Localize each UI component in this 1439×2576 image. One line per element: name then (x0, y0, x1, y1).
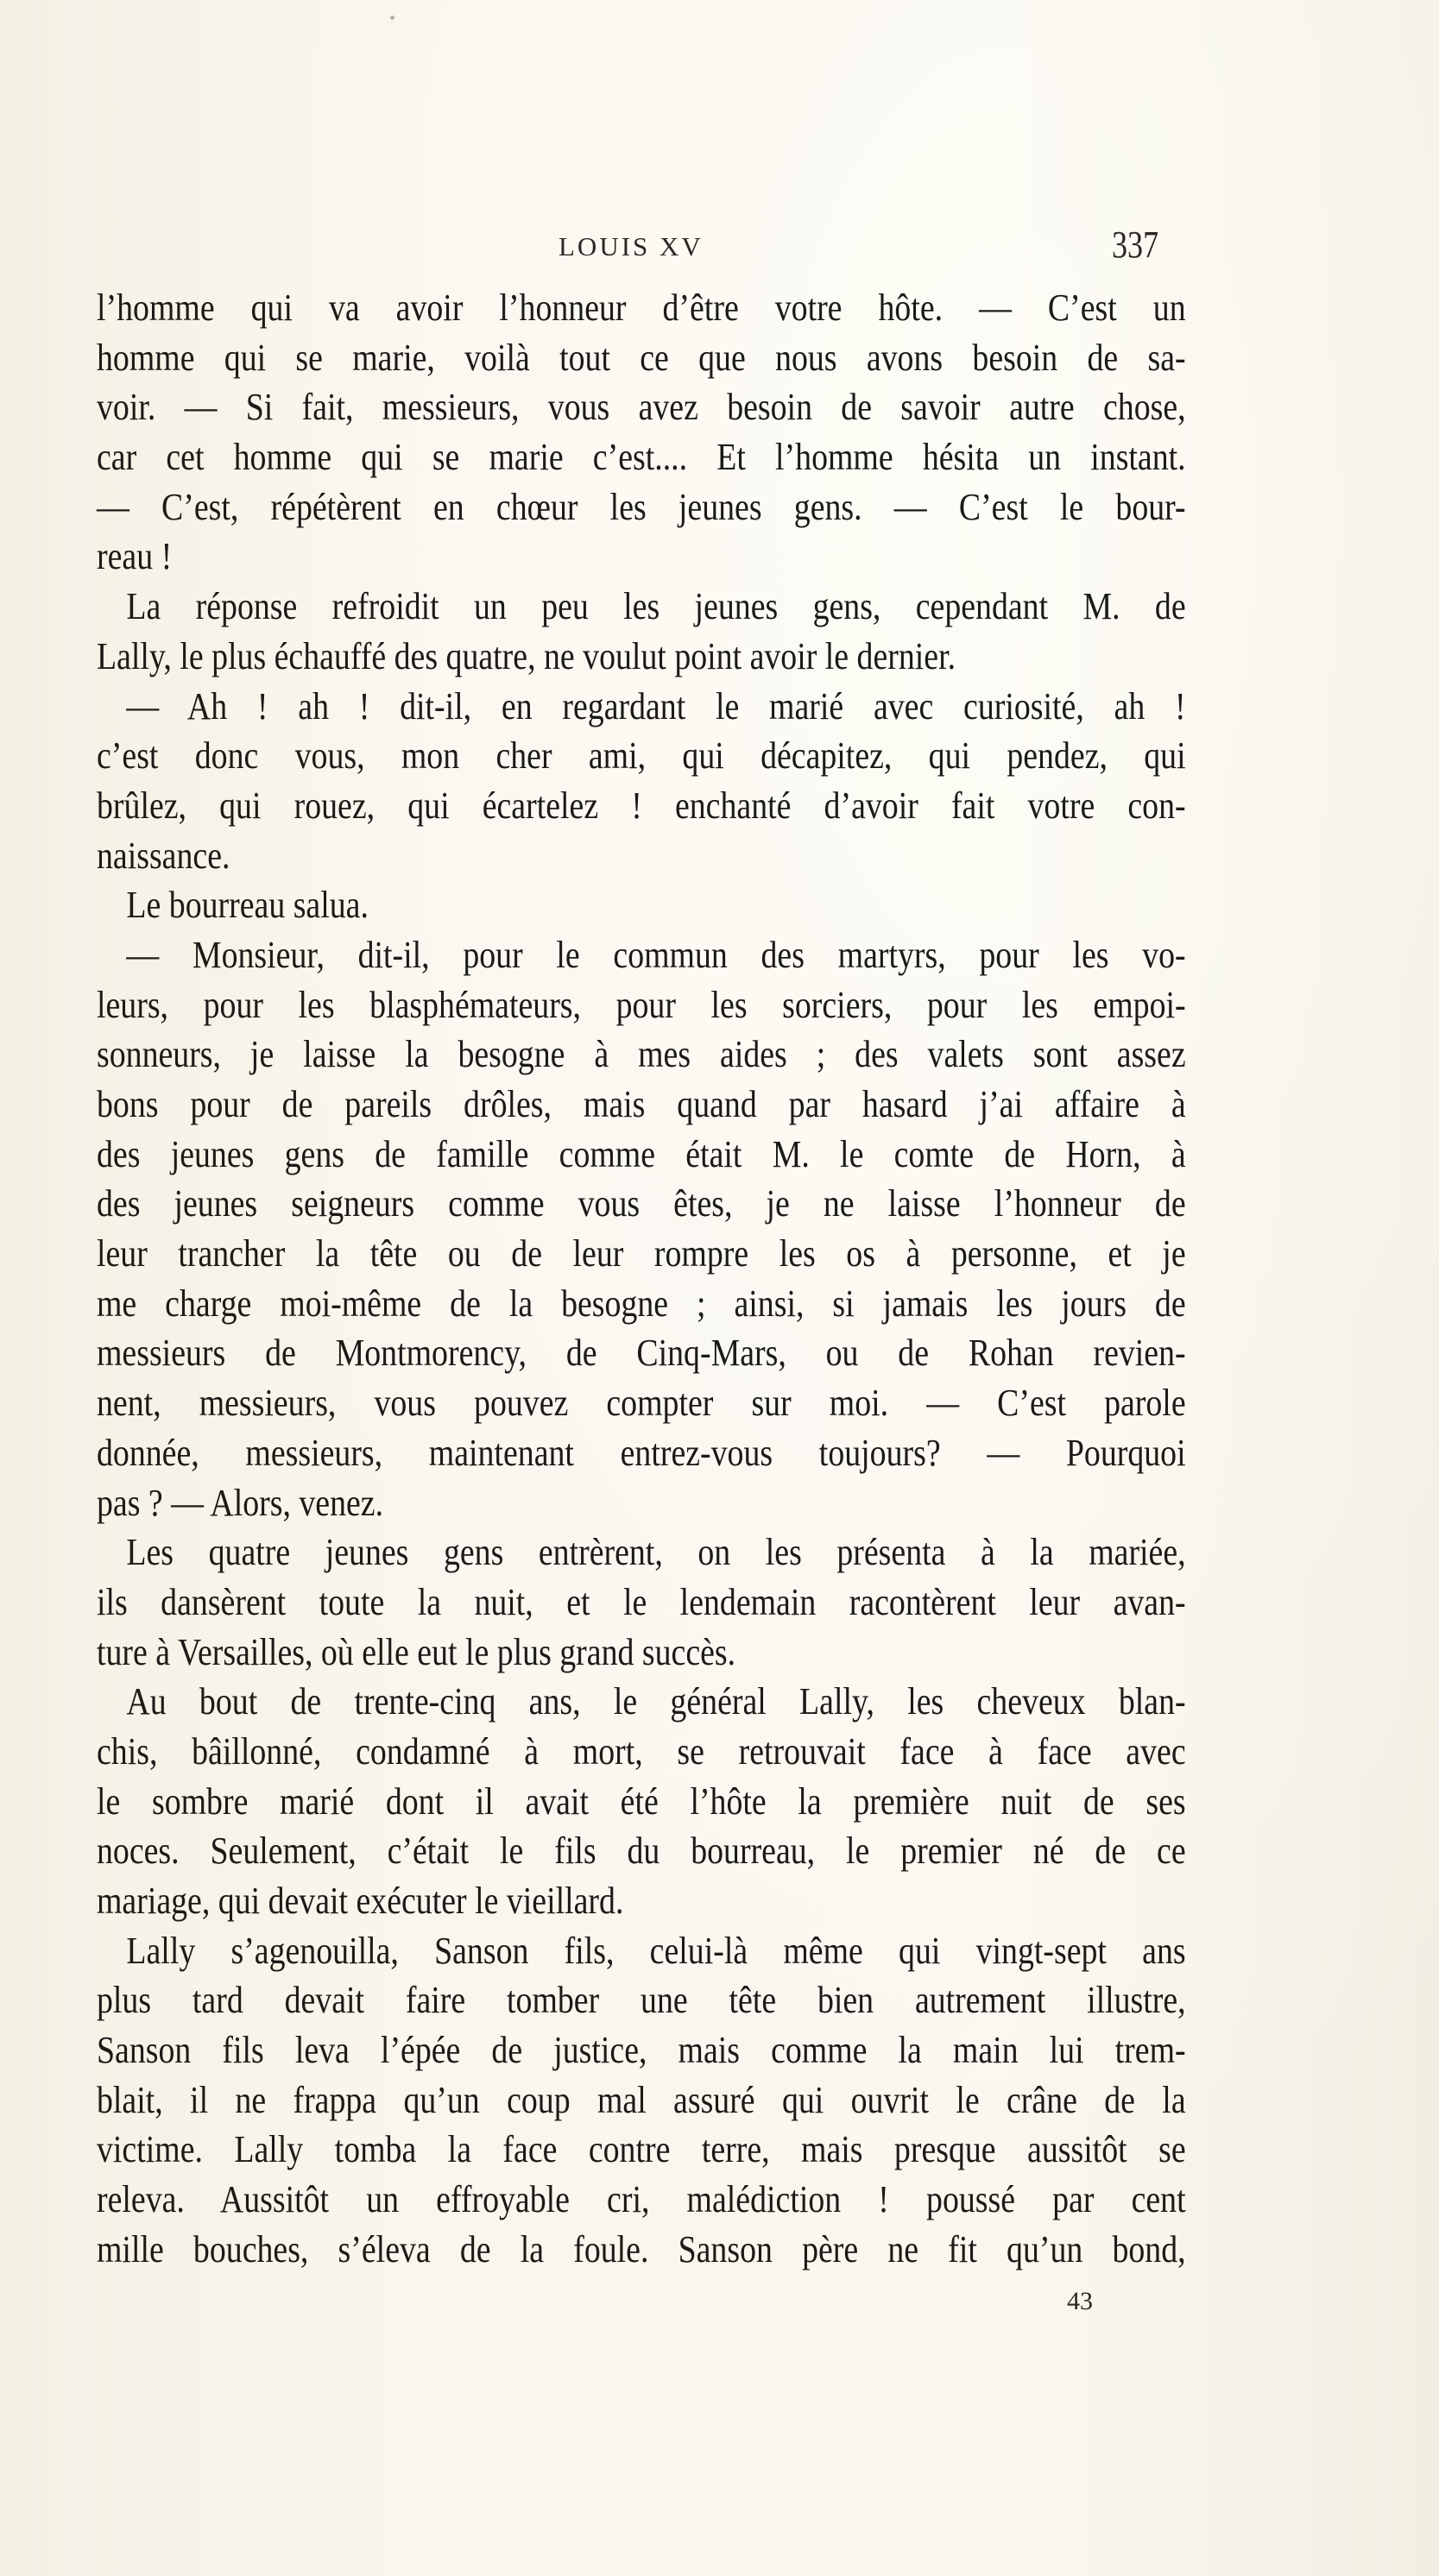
text-line: voir. — Si fait, messieurs, vous avez besoin de savoir autre chose, (97, 386, 1186, 429)
text-line: — Monsieur, dit-il, pour le commun des martyrs, pour les vo- (126, 933, 1186, 976)
text-line: mille bouches, s’éleva de la foule. Sanson père ne fit qu’un bond, (97, 2227, 1186, 2271)
text-line: pas ? — Alors, venez. (97, 1481, 384, 1524)
text-line: bons pour de pareils drôles, mais quand par hasard j’ai affaire à (97, 1083, 1186, 1125)
text-line: nent, messieurs, vous pouvez compter sur moi. — C’est parole (97, 1382, 1186, 1425)
text-line: c’est donc vous, mon cher ami, qui décapitez, qui pendez, qui (97, 734, 1186, 778)
text-line: ils dansèrent toute la nuit, et le lendemain racontèrent leur avan- (97, 1580, 1186, 1623)
text-line: Sanson fils leva l’épée de justice, mais comme la main lui trem- (97, 2029, 1186, 2072)
text-line: me charge moi-même de la besogne ; ainsi, si jamais les jours de (97, 1282, 1186, 1325)
text-line: ture à Versailles, où elle eut le plus grand succès. (97, 1630, 736, 1673)
text-line: Lally s’agenouilla, Sanson fils, celui-là même qui vingt-sept ans (126, 1929, 1186, 1972)
page-number: 337 (1112, 224, 1159, 266)
text-line: car cet homme qui se marie c’est.... Et l’homme hésita un instant. (97, 436, 1186, 479)
text-line: Lally, le plus échauffé des quatre, ne voulut point avoir le dernier. (97, 634, 956, 677)
text-line: donnée, messieurs, maintenant entrez-vous toujours? — Pourquoi (97, 1431, 1186, 1474)
text-line: naissance. (97, 834, 230, 877)
text-line: mariage, qui devait exécuter le vieillard. (97, 1880, 624, 1922)
text-line: blait, il ne frappa qu’un coup mal assuré qui ouvrit le crâne de la (97, 2078, 1186, 2121)
text-line: brûlez, qui rouez, qui écartelez ! enchanté d’avoir fait votre con- (97, 784, 1186, 827)
text-line: reau ! (97, 535, 173, 578)
text-line: le sombre marié dont il avait été l’hôte la première nuit de ses (97, 1779, 1186, 1823)
body-text (97, 283, 1186, 2275)
running-title: LOUIS XV (559, 231, 704, 261)
text-line: homme qui se marie, voilà tout ce que nous avons besoin de sa- (97, 336, 1186, 379)
signature-mark: 43 (1067, 2287, 1093, 2315)
text-line: messieurs de Montmorency, de Cinq-Mars, ou de Rohan revien- (97, 1332, 1186, 1375)
text-line: des jeunes gens de famille comme était M. le comte de Horn, à (97, 1132, 1186, 1175)
text-line: l’homme qui va avoir l’honneur d’être votre hôte. — C’est un (97, 287, 1186, 329)
text-line: Les quatre jeunes gens entrèrent, on les présenta à la mariée, (126, 1531, 1186, 1574)
text-line: — C’est, répétèrent en chœur les jeunes gens. — C’est le bour- (97, 485, 1186, 528)
paper-speck (390, 16, 394, 20)
text-line: — Ah ! ah ! dit-il, en regardant le marié avec curiosité, ah ! (126, 684, 1186, 727)
text-line: releva. Aussitôt un effroyable cri, malédiction ! poussé par cent (97, 2178, 1186, 2221)
text-line: leurs, pour les blasphémateurs, pour les sorciers, pour les empoi- (97, 983, 1186, 1026)
text-line: des jeunes seigneurs comme vous êtes, je ne laisse l’honneur de (97, 1182, 1186, 1225)
text-line: Au bout de trente-cinq ans, le général Lally, les cheveux blan- (126, 1680, 1186, 1723)
text-line: La réponse refroidit un peu les jeunes gens, cependant M. de (126, 585, 1186, 628)
text-line: plus tard devait faire tomber une tête bien autrement illustre, (97, 1979, 1186, 2022)
text-line: sonneurs, je laisse la besogne à mes aides ; des valets sont assez (97, 1033, 1186, 1076)
text-line: Le bourreau salua. (126, 884, 369, 927)
running-head (97, 223, 1184, 274)
text-line: noces. Seulement, c’était le fils du bourreau, le premier né de ce (97, 1830, 1186, 1873)
text-line: chis, bâillonné, condamné à mort, se retrouvait face à face avec (97, 1729, 1186, 1773)
text-line: victime. Lally tomba la face contre terre, mais presque aussitôt se (97, 2128, 1186, 2171)
text-line: leur trancher la tête ou de leur rompre les os à personne, et je (97, 1232, 1186, 1275)
